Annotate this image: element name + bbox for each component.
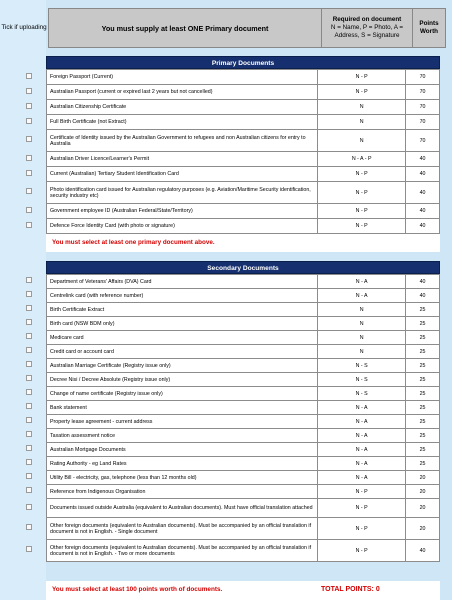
doc-name: Certificate of Identity issued by the Australian Government to refugees and non Australian citizens for entry to Australia xyxy=(47,130,318,152)
doc-requirement: N - S xyxy=(318,359,406,373)
primary-document-checkbox[interactable] xyxy=(26,73,32,79)
doc-points: 25 xyxy=(406,331,440,345)
doc-points: 25 xyxy=(406,443,440,457)
secondary-document-checkbox[interactable] xyxy=(26,361,32,367)
doc-points: 70 xyxy=(406,70,440,85)
doc-points: 25 xyxy=(406,429,440,443)
doc-requirement: N - P xyxy=(318,485,406,499)
table-row xyxy=(47,70,440,85)
doc-name: Credit card or account card xyxy=(47,345,318,359)
table-row xyxy=(47,331,440,345)
doc-points: 40 xyxy=(406,182,440,204)
table-row xyxy=(47,85,440,100)
primary-document-checkbox[interactable] xyxy=(26,155,32,161)
doc-points: 40 xyxy=(406,204,440,219)
doc-name: Documents issued outside Australia (equivalent to Australian documents). Must have official translation attached xyxy=(47,499,318,518)
doc-name: Government employee ID (Australian Federal/State/Territory) xyxy=(47,204,318,219)
doc-points: 70 xyxy=(406,115,440,130)
secondary-document-checkbox[interactable] xyxy=(26,473,32,479)
secondary-document-checkbox[interactable] xyxy=(26,347,32,353)
table-row xyxy=(47,359,440,373)
doc-name: Medicare card xyxy=(47,331,318,345)
doc-requirement: N - A xyxy=(318,289,406,303)
doc-requirement: N xyxy=(318,303,406,317)
doc-points: 70 xyxy=(406,130,440,152)
doc-requirement: N xyxy=(318,345,406,359)
doc-name: Utility Bill - electricity, gas, telephone (less than 12 months old) xyxy=(47,471,318,485)
doc-name: Australian Driver Licence/Learner's Permit xyxy=(47,152,318,167)
doc-requirement: N - A xyxy=(318,471,406,485)
doc-requirement: N - A xyxy=(318,415,406,429)
secondary-document-checkbox[interactable] xyxy=(26,375,32,381)
doc-name: Bank statement xyxy=(47,401,318,415)
doc-points: 25 xyxy=(406,317,440,331)
secondary-document-checkbox[interactable] xyxy=(26,487,32,493)
secondary-document-checkbox[interactable] xyxy=(26,333,32,339)
doc-requirement: N - A xyxy=(318,275,406,289)
doc-requirement: N xyxy=(318,100,406,115)
secondary-document-checkbox[interactable] xyxy=(26,504,32,510)
doc-points: 20 xyxy=(406,518,440,540)
secondary-document-checkbox[interactable] xyxy=(26,319,32,325)
doc-requirement: N - P xyxy=(318,540,406,562)
primary-document-checkbox[interactable] xyxy=(26,103,32,109)
doc-points: 40 xyxy=(406,152,440,167)
doc-requirement: N - P xyxy=(318,499,406,518)
doc-name: Defence Force Identity Card (with photo or signature) xyxy=(47,219,318,234)
primary-section xyxy=(46,56,440,252)
doc-points: 25 xyxy=(406,387,440,401)
table-row xyxy=(47,204,440,219)
primary-warning: You must select at least one primary document above. xyxy=(46,234,440,252)
primary-document-checkbox[interactable] xyxy=(26,136,32,142)
doc-requirement: N - A - P xyxy=(318,152,406,167)
secondary-document-checkbox[interactable] xyxy=(26,459,32,465)
doc-name: Birth card (NSW BDM only) xyxy=(47,317,318,331)
required-header xyxy=(322,9,413,48)
secondary-section-title: Secondary Documents xyxy=(46,261,440,274)
secondary-document-checkbox[interactable] xyxy=(26,417,32,423)
primary-requirement-heading: You must supply at least ONE Primary document xyxy=(49,9,322,48)
secondary-document-checkbox[interactable] xyxy=(26,305,32,311)
doc-requirement: N xyxy=(318,115,406,130)
doc-requirement: N - P xyxy=(318,219,406,234)
primary-documents-table xyxy=(46,69,440,234)
table-row xyxy=(47,289,440,303)
required-legend: N = Name, P = Photo, A = Address, S = Signature xyxy=(330,24,404,39)
doc-points: 25 xyxy=(406,415,440,429)
table-row xyxy=(47,540,440,562)
doc-requirement: N - S xyxy=(318,373,406,387)
secondary-document-checkbox[interactable] xyxy=(26,546,32,552)
doc-points: 40 xyxy=(406,275,440,289)
secondary-document-checkbox[interactable] xyxy=(26,277,32,283)
secondary-document-checkbox[interactable] xyxy=(26,431,32,437)
secondary-document-checkbox[interactable] xyxy=(26,524,32,530)
doc-name: Change of name certificate (Registry issue only) xyxy=(47,387,318,401)
doc-points: 40 xyxy=(406,167,440,182)
doc-name: Other foreign documents (equivalent to Australian documents). Must be accompanied by an official translation if document is not in English. - Two or more documents xyxy=(47,540,318,562)
doc-points: 70 xyxy=(406,100,440,115)
table-row xyxy=(47,373,440,387)
table-row xyxy=(47,182,440,204)
doc-points: 25 xyxy=(406,401,440,415)
required-title: Required on document xyxy=(332,16,402,23)
tick-column xyxy=(0,0,46,600)
primary-document-checkbox[interactable] xyxy=(26,207,32,213)
doc-requirement: N - P xyxy=(318,85,406,100)
table-row xyxy=(47,115,440,130)
doc-name: Other foreign documents (equivalent to Australian documents). Must be accompanied by an official translation if document is not in English. - Single document xyxy=(47,518,318,540)
secondary-document-checkbox[interactable] xyxy=(26,445,32,451)
doc-requirement: N - A xyxy=(318,457,406,471)
secondary-document-checkbox[interactable] xyxy=(26,403,32,409)
primary-document-checkbox[interactable] xyxy=(26,118,32,124)
doc-points: 20 xyxy=(406,499,440,518)
doc-requirement: N - P xyxy=(318,518,406,540)
doc-name: Decree Nisi / Decree Absolute (Registry issue only) xyxy=(47,373,318,387)
table-row xyxy=(47,518,440,540)
table-row xyxy=(47,429,440,443)
doc-requirement: N - P xyxy=(318,204,406,219)
table-row xyxy=(47,317,440,331)
table-row xyxy=(47,167,440,182)
table-row xyxy=(47,275,440,289)
primary-document-checkbox[interactable] xyxy=(26,222,32,228)
primary-section-title: Primary Documents xyxy=(46,56,440,69)
doc-name: Birth Certificate Extract xyxy=(47,303,318,317)
doc-requirement: N - A xyxy=(318,443,406,457)
points-header: Points Worth xyxy=(413,9,446,48)
doc-name: Australian Citizenship Certificate xyxy=(47,100,318,115)
doc-name: Department of Veterans' Affairs (DVA) Card xyxy=(47,275,318,289)
doc-points: 40 xyxy=(406,289,440,303)
doc-points: 25 xyxy=(406,457,440,471)
doc-points: 25 xyxy=(406,373,440,387)
doc-name: Centrelink card (with reference number) xyxy=(47,289,318,303)
total-points: TOTAL POINTS: 0 xyxy=(321,586,380,593)
doc-name: Australian Mortgage Documents xyxy=(47,443,318,457)
secondary-documents-table xyxy=(46,274,440,562)
doc-requirement: N - A xyxy=(318,401,406,415)
doc-name: Reference from Indigenous Organisation xyxy=(47,485,318,499)
doc-requirement: N - P xyxy=(318,167,406,182)
table-row xyxy=(47,401,440,415)
doc-requirement: N xyxy=(318,317,406,331)
secondary-document-checkbox[interactable] xyxy=(26,389,32,395)
table-row xyxy=(47,415,440,429)
table-row xyxy=(47,100,440,115)
doc-points: 20 xyxy=(406,471,440,485)
doc-points: 40 xyxy=(406,219,440,234)
header-table xyxy=(0,8,446,48)
points-warning: You must select at least 100 points worth of documents. xyxy=(52,586,223,593)
primary-document-checkbox[interactable] xyxy=(26,170,32,176)
form-footer xyxy=(46,581,440,600)
doc-points: 20 xyxy=(406,485,440,499)
doc-name: Photo identification card issued for Australian regulatory purposes (e.g. Aviation/Maritime Security identification, security industry etc) xyxy=(47,182,318,204)
doc-points: 25 xyxy=(406,303,440,317)
doc-requirement: N - P xyxy=(318,182,406,204)
doc-name: Australian Passport (current or expired last 2 years but not cancelled) xyxy=(47,85,318,100)
secondary-document-checkbox[interactable] xyxy=(26,291,32,297)
primary-document-checkbox[interactable] xyxy=(26,188,32,194)
doc-points: 40 xyxy=(406,540,440,562)
table-row xyxy=(47,485,440,499)
table-row xyxy=(47,219,440,234)
doc-name: Full Birth Certificate (not Extract) xyxy=(47,115,318,130)
doc-points: 25 xyxy=(406,345,440,359)
doc-requirement: N xyxy=(318,130,406,152)
table-row xyxy=(47,499,440,518)
doc-name: Rating Authority - eg Land Rates xyxy=(47,457,318,471)
tick-header: Tick if uploading xyxy=(1,23,47,31)
doc-requirement: N - A xyxy=(318,429,406,443)
doc-name: Australian Marriage Certificate (Registry issue only) xyxy=(47,359,318,373)
table-row xyxy=(47,130,440,152)
table-row xyxy=(47,345,440,359)
doc-points: 70 xyxy=(406,85,440,100)
table-row xyxy=(47,457,440,471)
doc-name: Foreign Passport (Current) xyxy=(47,70,318,85)
table-row xyxy=(47,303,440,317)
doc-name: Taxation assessment notice xyxy=(47,429,318,443)
doc-name: Current (Australian) Tertiary Student Identification Card xyxy=(47,167,318,182)
doc-requirement: N - P xyxy=(318,70,406,85)
doc-requirement: N xyxy=(318,331,406,345)
primary-document-checkbox[interactable] xyxy=(26,88,32,94)
table-row xyxy=(47,443,440,457)
doc-name: Property lease agreement - current address xyxy=(47,415,318,429)
table-row xyxy=(47,387,440,401)
doc-points: 25 xyxy=(406,359,440,373)
table-row xyxy=(47,152,440,167)
doc-requirement: N - S xyxy=(318,387,406,401)
table-row xyxy=(47,471,440,485)
secondary-section xyxy=(46,261,440,562)
